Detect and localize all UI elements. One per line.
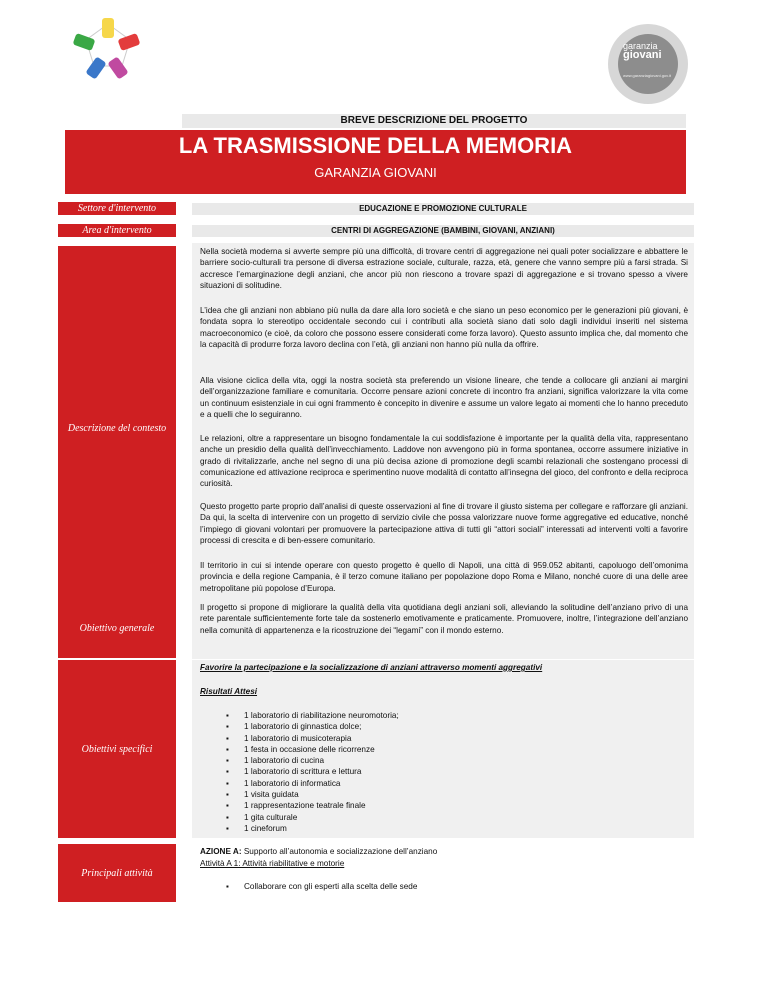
label-settore: Settore d'intervento — [58, 202, 176, 215]
label-obiettivi-specifici: Obiettivi specifici — [58, 660, 176, 838]
garanzia-giovani-logo — [608, 24, 688, 104]
list-item: ▪ 1 rappresentazione teatrale finale — [226, 800, 399, 811]
contesto-cell — [192, 243, 694, 610]
label-area: Area d'intervento — [58, 224, 176, 237]
value-area: CENTRI DI AGGREGAZIONE (BAMBINI, GIOVANI, ANZIANI) — [192, 225, 694, 237]
list-item: ▪ 1 laboratorio di musicoterapia — [226, 733, 399, 744]
attivita-a1: Attività A 1: Attività riabilitative e motorie — [200, 859, 345, 868]
list-item: ▪ 1 laboratorio di ginnastica dolce; — [226, 721, 399, 732]
logo-line2: giovani — [623, 49, 662, 61]
document-title: LA TRASMISSIONE DELLA MEMORIA — [178, 133, 573, 158]
list-item: ▪ 1 laboratorio di scrittura e lettura — [226, 766, 399, 777]
azione-a — [200, 846, 437, 857]
list-item: ▪ 1 laboratorio di informatica — [226, 778, 399, 789]
document-subtitle: GARANZIA GIOVANI — [314, 165, 437, 180]
pre-title: BREVE DESCRIZIONE DEL PROGETTO — [182, 114, 686, 128]
risultati-attesi-heading: Risultati Attesi — [200, 687, 258, 696]
attivita-list — [226, 881, 417, 892]
contesto-paragraph: Nella società moderna si avverte sempre più una difficoltà, di trovare centri di aggregazione nei quali poter socializzare e abbattere le barriere socio-culturali tra persone di diversa estrazione sociale, culturale, razza, età, genere che vanno sempre più a farsi strada. Si accresce l’emarginazione degli anziani, che ancor più non riescono a trovare spazi di aggregazione e si trovano spesso a vivere situazioni di solitudine. — [200, 247, 688, 290]
list-item: ▪ 1 laboratorio di riabilitazione neuromotoria; — [226, 710, 399, 721]
list-item: ▪ Collaborare con gli esperti alla scelta delle sede — [226, 881, 417, 892]
azione-a-label: AZIONE A: — [200, 847, 242, 856]
servizio-civile-logo — [68, 16, 148, 84]
label-obiettivo-generale: Obiettivo generale — [58, 598, 176, 658]
value-settore: EDUCAZIONE E PROMOZIONE CULTURALE — [192, 203, 694, 215]
label-contesto: Descrizione del contesto — [58, 246, 176, 610]
contesto-paragraph: Il territorio in cui si intende operare con questo progetto è quello di Napoli, una città di 959.052 abitanti, capoluogo dell’omonima provincia e della regione Campania, è il terzo comune italiano per popolazione dopo Roma e Milano, nonché cuore di una delle aree metropolitane più popolose d’Europa. — [200, 561, 688, 593]
contesto-paragraph: L’idea che gli anziani non abbiano più nulla da dare alla loro società e che siano un peso economico per le generazioni più giovani, è fondata sopra lo stereotipo occidentale secondo cui i contributi alla società siano dati solo dagli individui inseriti nel sistema macroeconomico (e cioè, da coloro che possono essere considerati come forza lavoro). Questo assunto implica che, dal momento che la capacità di produrre forza lavoro declina con l’età, gli anziani non hanno più nulla da offrire. — [200, 306, 688, 349]
list-item: ▪ 1 festa in occasione delle ricorrenze — [226, 744, 399, 755]
list-item: ▪ 1 visita guidata — [226, 789, 399, 800]
title-banner — [65, 130, 686, 194]
logo-line1: garanzia — [623, 41, 658, 51]
risultati-list — [226, 710, 399, 834]
contesto-paragraph: Questo progetto parte proprio dall’analisi di queste osservazioni al fine di trovare il giusto sistema per collegare e rafforzare gli anziani. Da qui, la scelta di intervenire con un progetto di servizio civile che possa valorizzare nuove forme aggregative ed educative, nonché l’impiego di giovani volontari per promuovere la partecipazione attiva di tutti gli “attori sociali” interessati ad interventi volti a favorire processi di crescita e di ben-essere comunitario. — [200, 502, 688, 545]
contesto-paragraph: Le relazioni, oltre a rappresentare un bisogno fondamentale la cui soddisfazione è importante per la qualità della vita, rappresentano anche un presidio della qualità dell’invecchiamento. Laddove non avvengono più in forma spontanea, occorre assumere iniziative in grado di rivitalizzarle, anche nel segno di una più decisa azione di promozione degli scambi relazionali che sostengano processi di comunicazione ed attivazione reciproca e sperimentino nuove modalità di contatto all’insegna del gioco, del confronto e della reciproca curiosità. — [200, 434, 688, 489]
obiettivi-heading: Favorire la partecipazione e la socializzazione di anziani attraverso momenti aggregativi — [200, 663, 543, 672]
label-principali-attivita: Principali attività — [58, 844, 176, 902]
list-item: ▪ 1 cineforum — [226, 823, 399, 834]
obiettivo-generale-text: Il progetto si propone di migliorare la qualità della vita quotidiana degli anziani soli, alleviando la solitudine dell’anziano privo di una rete parentale sufficientemente forte tale da sostenerlo emotivamente e praticamente. Promuovere, inoltre, l’integrazione dell’anziano nella comunità di appartenenza e la ricostruzione dei “legami” con il mondo esterno. — [200, 603, 688, 635]
list-item: ▪ 1 gita culturale — [226, 812, 399, 823]
azione-a-text: Supporto all’autonomia e socializzazione dell’anziano — [243, 847, 438, 856]
logo-url: www.garanziagiovani.gov.it — [623, 73, 671, 78]
contesto-paragraph: Alla visione ciclica della vita, oggi la nostra società sta preferendo un visione lineare, che tende a collocare gli anziani ai margini dell’organizzazione familiare e comunitaria. Occorre pensare azioni concrete di incontro fra anziani, significa valorizzare la vita come un continuum esistenziale in cui ogni frammento è concepito in divenire e assume un valore legato ai momenti che lo hanno preceduto e a quelli che lo seguiranno. — [200, 376, 688, 419]
list-item: ▪ 1 laboratorio di cucina — [226, 755, 399, 766]
